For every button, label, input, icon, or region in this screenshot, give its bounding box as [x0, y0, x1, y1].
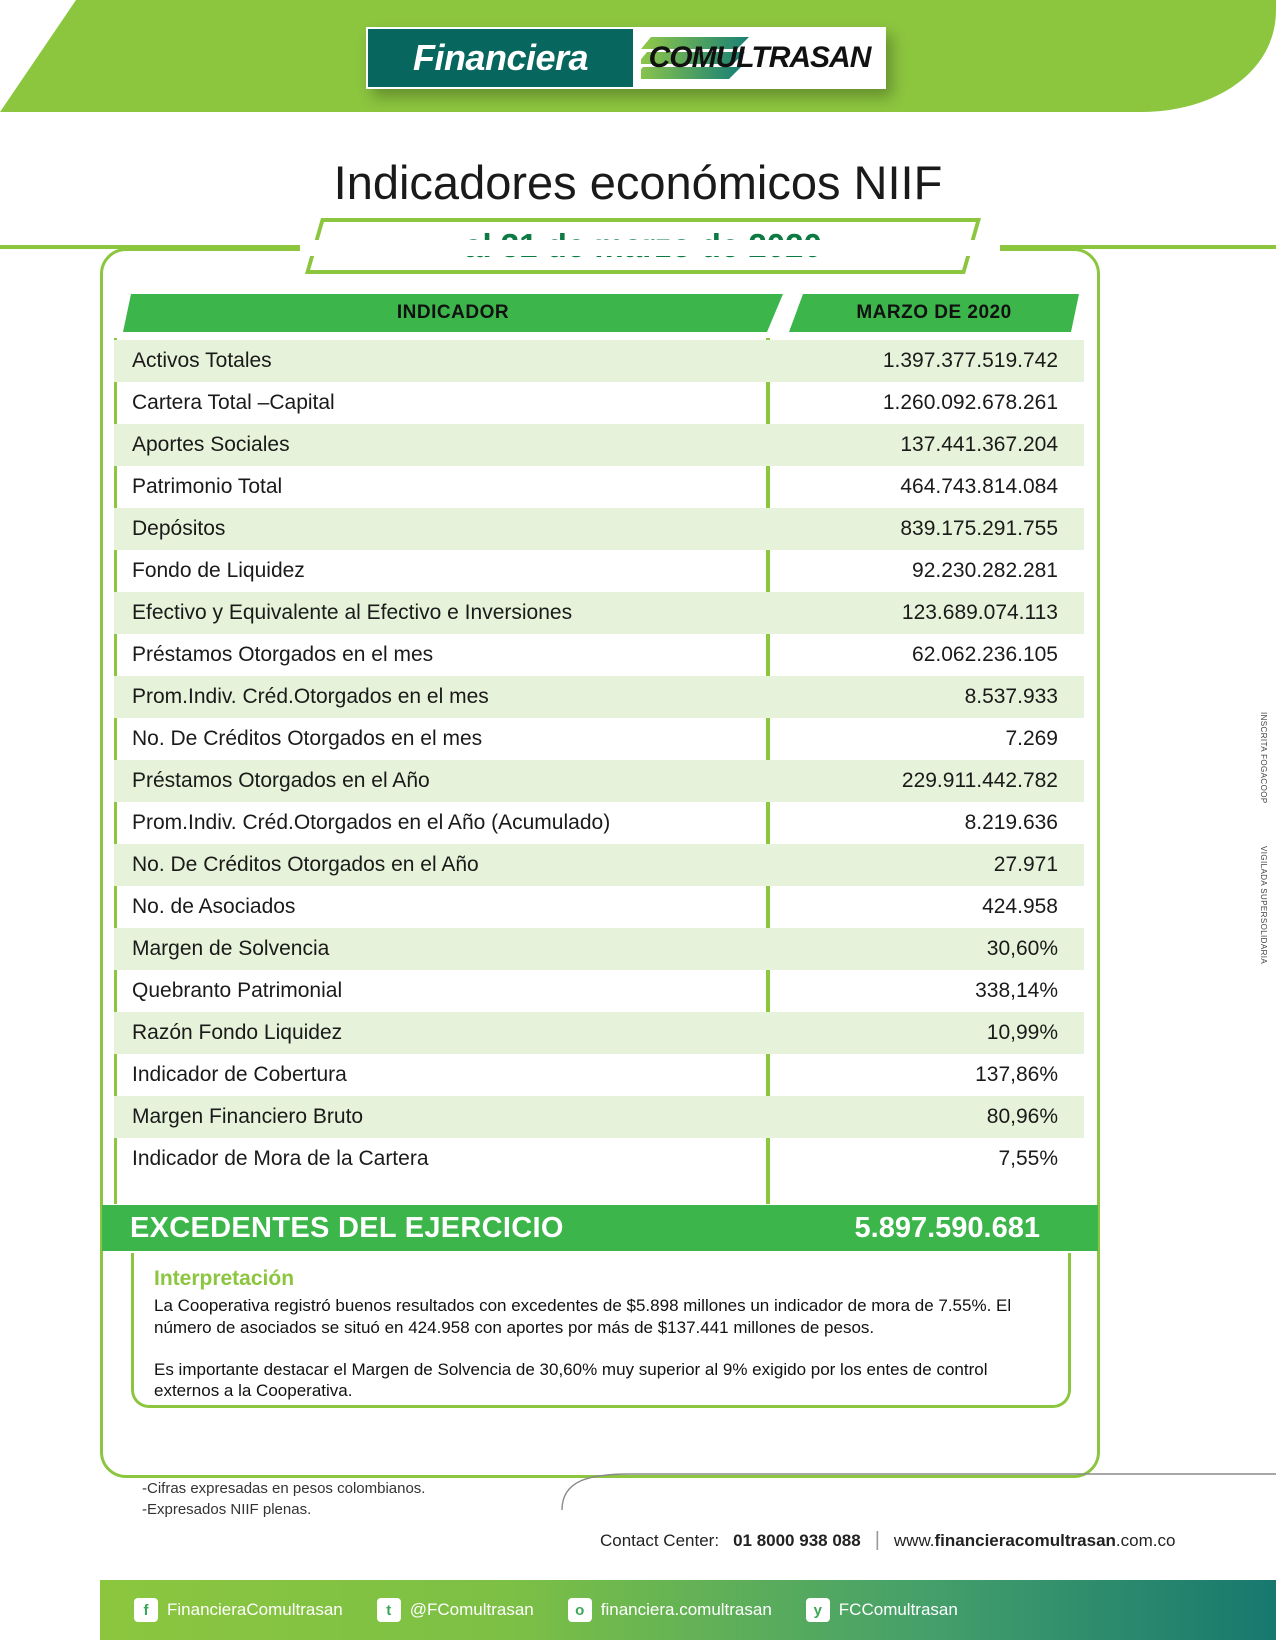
website-link[interactable]	[894, 1531, 1176, 1551]
facebook-icon: f	[134, 1598, 158, 1622]
row-indicator-name: No. De Créditos Otorgados en el Año	[132, 853, 479, 876]
footnote-line-1: -Cifras expresadas en pesos colombianos.	[142, 1480, 426, 1497]
row-indicator-value: 8.219.636	[964, 811, 1058, 834]
row-indicator-value: 92.230.282.281	[912, 559, 1058, 582]
table-row	[114, 718, 1084, 760]
table-row	[114, 844, 1084, 886]
side-text-fogacoop: INSCRITA FOGACOOP	[1259, 712, 1268, 804]
excedentes-label: EXCEDENTES DEL EJERCICIO	[130, 1211, 564, 1244]
table-row	[114, 634, 1084, 676]
contact-phone[interactable]: 01 8000 938 088	[733, 1530, 861, 1550]
table-row	[114, 1054, 1084, 1096]
side-text-supersolidaria: VIGILADA SUPERSOLIDARIA	[1259, 846, 1268, 965]
row-indicator-value: 1.397.377.519.742	[882, 349, 1058, 372]
header-band	[0, 0, 1276, 112]
row-indicator-value: 839.175.291.755	[900, 517, 1058, 540]
row-indicator-value: 7.269	[1005, 727, 1058, 750]
row-indicator-value: 338,14%	[975, 979, 1058, 1002]
row-indicator-value: 30,60%	[986, 937, 1058, 960]
row-indicator-value: 62.062.236.105	[912, 643, 1058, 666]
table-row	[114, 802, 1084, 844]
contact-center-label: Contact Center:	[600, 1530, 720, 1550]
table-row	[114, 508, 1084, 550]
row-indicator-value: 464.743.814.084	[900, 475, 1058, 498]
row-indicator-value: 7,55%	[998, 1147, 1058, 1170]
social-handle: FinancieraComultrasan	[167, 1600, 343, 1619]
excedentes-value: 5.897.590.681	[854, 1211, 1040, 1244]
contact-curve-line	[560, 1470, 1276, 1510]
row-indicator-value: 27.971	[993, 853, 1058, 876]
logo-financiera-text: Financiera	[412, 37, 589, 78]
row-indicator-name: Cartera Total –Capital	[132, 391, 335, 414]
row-indicator-name: Préstamos Otorgados en el mes	[132, 643, 434, 666]
table-row	[114, 1138, 1084, 1180]
frame-top-mask	[300, 240, 1000, 256]
contact-bar	[600, 1529, 1175, 1552]
logo-comultrasan-text: COMULTRASAN	[648, 41, 871, 74]
logo-comultrasan-block	[633, 29, 886, 87]
interpretation-title: Interpretación	[154, 1267, 295, 1290]
table-row	[114, 676, 1084, 718]
row-indicator-value: 8.537.933	[964, 685, 1058, 708]
row-indicator-name: No. de Asociados	[132, 895, 296, 918]
row-indicator-value: 137,86%	[975, 1063, 1058, 1086]
url-suffix: .com.co	[1115, 1530, 1176, 1550]
page-title: Indicadores económicos NIIF	[333, 156, 943, 209]
table-row	[114, 760, 1084, 802]
footnote-line-2: -Expresados NIIF plenas.	[142, 1501, 312, 1518]
row-indicator-name: Margen de Solvencia	[132, 937, 330, 960]
social-footer-bar	[100, 1580, 1276, 1640]
row-indicator-name: Fondo de Liquidez	[132, 559, 305, 582]
row-indicator-value: 10,99%	[986, 1021, 1058, 1044]
logo-financiera-block	[368, 29, 633, 87]
social-handle: @FComultrasan	[409, 1600, 534, 1619]
table-row	[114, 970, 1084, 1012]
table-row	[114, 424, 1084, 466]
social-handle: financiera.comultrasan	[600, 1600, 772, 1619]
table-row	[114, 592, 1084, 634]
row-indicator-name: Aportes Sociales	[132, 433, 290, 456]
table-row	[114, 1096, 1084, 1138]
table-row	[114, 1012, 1084, 1054]
excedentes-total-bar	[102, 1205, 1098, 1251]
row-indicator-name: Efectivo y Equivalente al Efectivo e Inversiones	[132, 601, 573, 624]
social-link[interactable]	[806, 1598, 958, 1622]
table-row	[114, 382, 1084, 424]
row-indicator-name: Quebranto Patrimonial	[132, 979, 343, 1002]
row-indicator-value: 123.689.074.113	[901, 601, 1058, 624]
row-indicator-name: Prom.Indiv. Créd.Otorgados en el Año (Acumulado)	[132, 811, 611, 834]
table-header	[123, 294, 1079, 332]
row-indicator-name: Patrimonio Total	[132, 475, 283, 498]
table-row	[114, 466, 1084, 508]
row-indicator-value: 229.911.442.782	[901, 769, 1058, 792]
twitter-icon: t	[377, 1598, 401, 1622]
table-row	[114, 550, 1084, 592]
row-indicator-name: Indicador de Mora de la Cartera	[132, 1147, 429, 1170]
row-indicator-value: 424.958	[982, 895, 1058, 918]
column-header-indicador: INDICADOR	[396, 302, 510, 323]
table-row	[114, 340, 1084, 382]
row-indicator-name: Activos Totales	[132, 349, 272, 372]
row-indicator-name: Margen Financiero Bruto	[132, 1105, 364, 1128]
row-indicator-value: 137.441.367.204	[900, 433, 1058, 456]
interpretation-panel	[131, 1253, 1071, 1408]
row-indicator-name: Prom.Indiv. Créd.Otorgados en el mes	[132, 685, 489, 708]
row-indicator-name: No. De Créditos Otorgados en el mes	[132, 727, 483, 750]
table-row	[114, 928, 1084, 970]
url-prefix: www.	[893, 1530, 935, 1550]
interpretation-paragraph-2: Es importante destacar el Margen de Solvencia de 30,60% muy superior al 9% exigido por los entes de control externos a la Cooperativa.	[154, 1359, 988, 1401]
social-handle: FCComultrasan	[838, 1600, 958, 1619]
social-link[interactable]	[377, 1598, 534, 1622]
social-link[interactable]	[568, 1598, 772, 1622]
row-indicator-name: Depósitos	[132, 517, 226, 540]
footnotes	[142, 1478, 425, 1520]
row-indicator-value: 1.260.092.678.261	[882, 391, 1058, 414]
row-indicator-value: 80,96%	[986, 1105, 1058, 1128]
social-link[interactable]	[134, 1598, 343, 1622]
indicators-table	[114, 340, 1084, 1180]
instagram-icon: o	[568, 1598, 592, 1622]
url-domain: financieracomultrasan	[934, 1530, 1116, 1550]
brand-logo	[366, 27, 886, 89]
youtube-icon: y	[806, 1598, 830, 1622]
row-indicator-name: Préstamos Otorgados en el Año	[132, 769, 430, 792]
interpretation-paragraph-1: La Cooperativa registró buenos resultados con excedentes de $5.898 millones un indicador de mora de 7.55%. El número de asociados se situó en 424.958 con aportes por más de $137.441 millones de pesos.	[154, 1296, 1012, 1337]
contact-separator: |	[874, 1529, 880, 1551]
row-indicator-name: Razón Fondo Liquidez	[132, 1021, 343, 1044]
row-indicator-name: Indicador de Cobertura	[132, 1063, 347, 1086]
column-header-periodo: MARZO DE 2020	[856, 302, 1012, 323]
table-row	[114, 886, 1084, 928]
